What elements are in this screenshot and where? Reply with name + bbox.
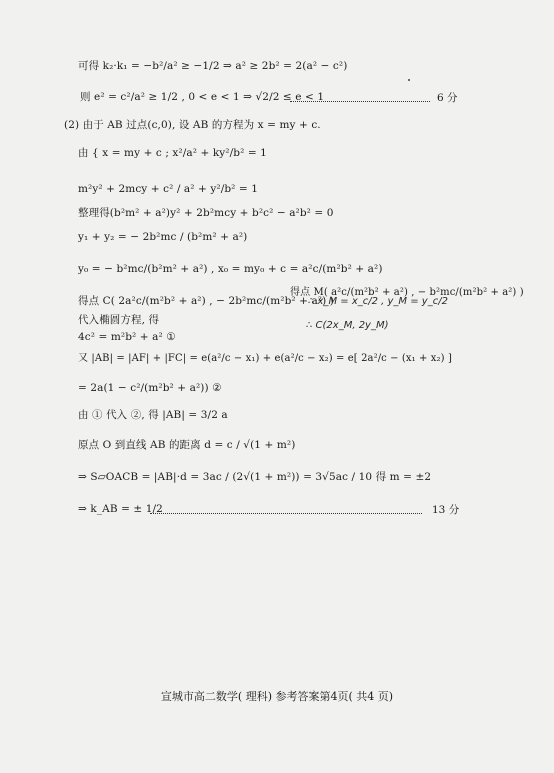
score-6: 6 分 [437,92,458,104]
line-substitute-ellipse: 代入椭圆方程, 得 [78,314,160,326]
ink-speck [408,79,410,81]
line-ab-length: 由 ① 代入 ②, 得 |AB| = 3/2 a [78,409,228,421]
line-chord-length: 又 |AB| = |AF| + |FC| = e(a²/c − x₁) + e(a²/c − x₂) = e[ 2a²/c − (x₁ + x₂) ] [78,353,452,364]
line-point-m: 得点 M( a²c/(m²b² + a²) , − b²mc/(m²b² + a²) ) [290,287,524,298]
line-system-of-equations: 由 { x = my + c ; x²/a² + ky²/b² = 1 [78,147,267,159]
score-13: 13 分 [432,504,460,516]
line-area-formula: ⇒ S▱OACB = |AB|·d = 3ac / (2√(1 + m²)) = 3√5ac / 10 得 m = ±2 [78,471,432,483]
score-leader-dots [290,101,430,102]
line-distance-to-line: 原点 O 到直线 AB 的距离 d = c / √(1 + m²) [78,439,296,451]
line-substitution: m²y² + 2mcy + c² / a² + y²/b² = 1 [78,183,259,195]
line-sum-of-roots: y₁ + y₂ = − 2b²mc / (b²m² + a²) [78,231,248,243]
page-footer: 宣城市高二数学( 理科) 参考答案第4页( 共4 页) [160,690,394,703]
line-part-2-intro: (2) 由于 AB 过点(c,0), 设 AB 的方程为 x = my + c. [64,119,321,131]
line-slope-product: 可得 k₂·k₁ = −b²/a² ≥ −1/2 ⇒ a² ≥ 2b² = 2(a² − c²) [78,60,348,72]
score-leader-dots [150,513,422,514]
line-equation-1: 4c² = m²b² + a² ① [78,331,176,343]
line-point-c: 得点 C( 2a²c/(m²b² + a²) , − 2b²mc/(m²b² + a²) ) [78,295,335,307]
line-eccentricity-range: 则 e² = c²/a² ≥ 1/2 , 0 < e < 1 ⇒ √2/2 ≤ e < 1 [80,91,325,103]
line-slope-result: ⇒ k_AB = ± 1/2 [78,503,163,515]
line-midpoint-coords: y₀ = − b²mc/(b²m² + a²) , x₀ = my₀ + c = a²c/(m²b² + a²) [78,263,383,275]
line-quadratic-in-y: 整理得(b²m² + a²)y² + 2b²mcy + b²c² − a²b² = 0 [78,207,334,219]
handwritten-note-point-c: ∴ C(2x_M, 2y_M) [306,320,389,331]
handwritten-note-midpoint: ∴ x_M = x_c/2 , y_M = y_c/2 [308,296,448,307]
line-equation-2: = 2a(1 − c²/(m²b² + a²)) ② [78,382,222,394]
